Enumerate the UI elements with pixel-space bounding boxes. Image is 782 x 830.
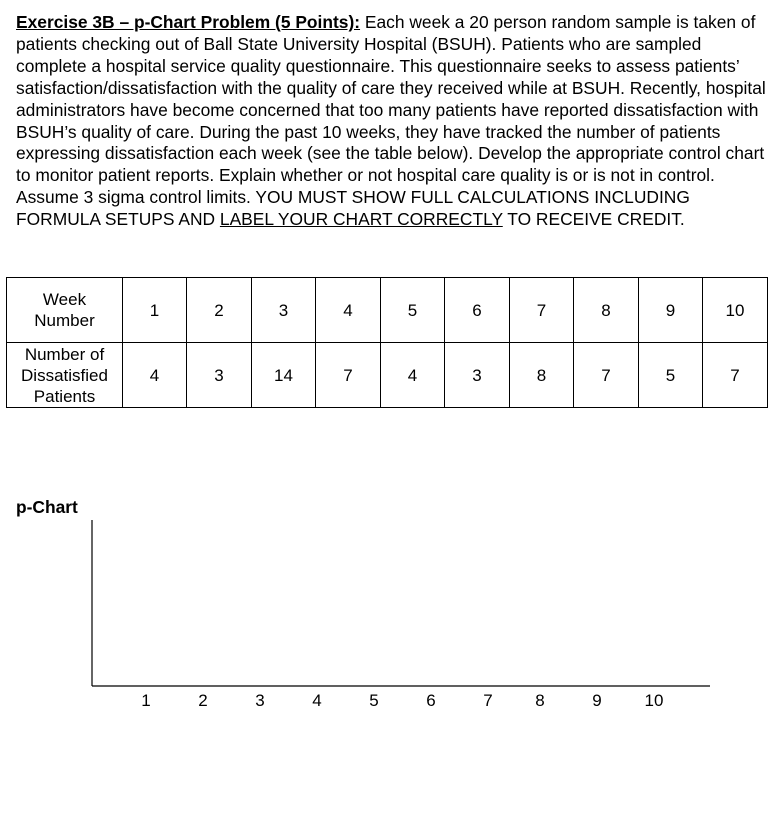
blank-chart-axes	[0, 510, 782, 720]
weekly-data-table	[6, 277, 768, 408]
week-cell: 4	[316, 278, 381, 343]
week-cell: 6	[445, 278, 510, 343]
dissatisfied-patients-header: Number of Dissatisfied Patients	[7, 343, 123, 408]
dissatisfied-cell: 14	[252, 343, 316, 408]
p-chart-label: p-Chart	[16, 497, 78, 517]
x-tick-label: 2	[198, 691, 208, 710]
dissatisfied-cell: 3	[445, 343, 510, 408]
dissatisfied-cell: 4	[381, 343, 445, 408]
week-cell: 7	[510, 278, 574, 343]
week-cell: 8	[574, 278, 639, 343]
week-cell: 9	[639, 278, 703, 343]
dissatisfied-cell: 5	[639, 343, 703, 408]
dissatisfied-cell: 7	[316, 343, 381, 408]
week-cell: 2	[187, 278, 252, 343]
x-tick-label: 7	[483, 691, 493, 710]
problem-statement	[16, 12, 768, 231]
week-cell: 5	[381, 278, 445, 343]
problem-ending: TO RECEIVE CREDIT.	[502, 209, 685, 230]
dissatisfied-cell: 8	[510, 343, 574, 408]
week-cell: 3	[252, 278, 316, 343]
week-cell: 10	[703, 278, 768, 343]
week-cell: 1	[123, 278, 187, 343]
x-tick-label: 5	[369, 691, 379, 710]
x-axis-ticks	[141, 691, 663, 710]
x-tick-label: 3	[255, 691, 265, 710]
x-tick-label: 6	[426, 691, 436, 710]
table-row-dissatisfied	[7, 343, 768, 408]
dissatisfied-cell: 4	[123, 343, 187, 408]
dissatisfied-cell: 7	[574, 343, 639, 408]
problem-heading: Exercise 3B – p-Chart Problem (5 Points):	[16, 12, 361, 32]
table-row-week	[7, 278, 768, 343]
week-number-header: Week Number	[7, 278, 123, 343]
problem-body: Each week a 20 person random sample is taken of patients checking out of Ball State University Hospital (BSUH). Patients who are sampled complete a hospital service quality questionnaire. This questionnaire seeks to assess patients’ satisfaction/dissatisfaction with the quality of care they received while at BSUH. Recently, hospital administrators have become concerned that too many patients have reported dissatisfaction with BSUH’s quality of care. During the past 10 weeks, they have tracked the number of patients expressing dissatisfaction each week (see the table below). Develop the appropriate control chart to monitor patient reports. Explain whether or not hospital care quality is or is not in control. Assume 3 sigma control limits. YOU MUST SHOW FULL CALCULATIONS INCLUDING FORMULA SETUPS AND	[16, 12, 766, 230]
dissatisfied-cell: 7	[703, 343, 768, 408]
x-tick-label: 4	[312, 691, 322, 710]
x-tick-label: 8	[535, 691, 545, 710]
x-tick-label: 10	[644, 691, 664, 710]
x-tick-label: 9	[592, 691, 602, 710]
x-tick-label: 1	[141, 691, 151, 710]
problem-underlined-text: LABEL YOUR CHART CORRECTLY	[219, 209, 503, 230]
dissatisfied-cell: 3	[187, 343, 252, 408]
